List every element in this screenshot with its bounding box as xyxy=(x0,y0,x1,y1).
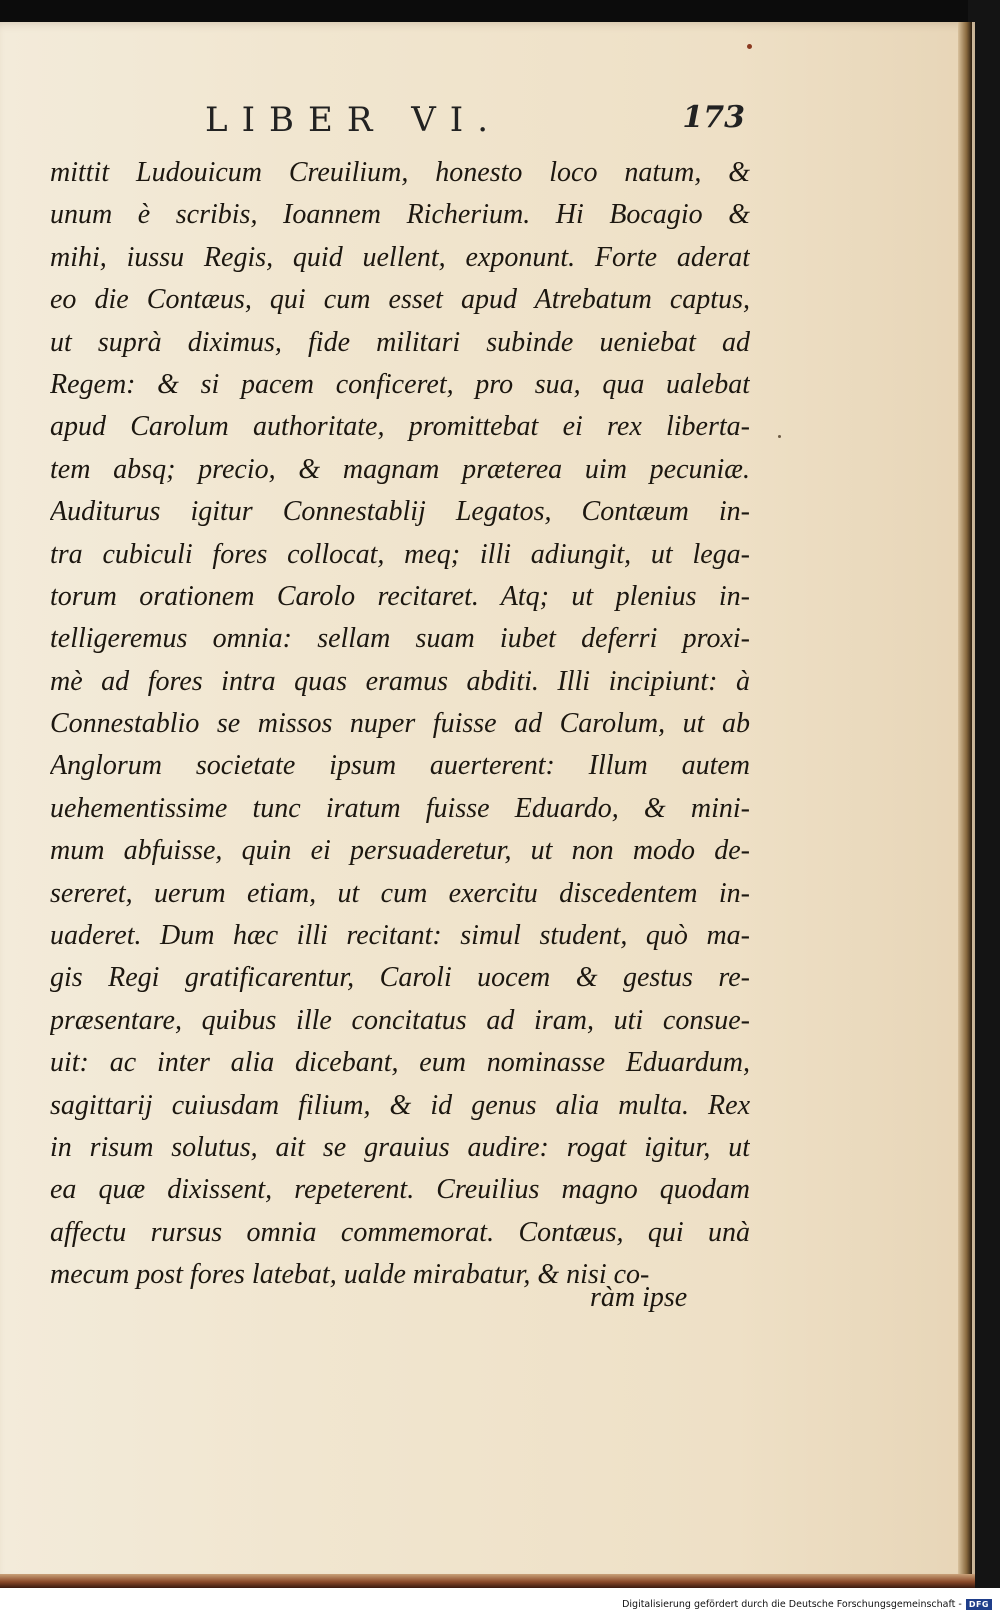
text-line: mihi, iussu Regis, quid uellent, exponunt. Forte aderat xyxy=(50,241,750,273)
text-line: in risum solutus, ait se grauius audire: rogat igitur, ut xyxy=(50,1131,750,1163)
text-line: tem absq; precio, & magnam præterea uim pecuniæ. xyxy=(50,453,750,485)
paper-speck xyxy=(747,44,752,49)
text-line: mittit Ludouicum Creuilium, honesto loco natum, & xyxy=(50,157,750,188)
text-line: gis Regi gratificarentur, Caroli uocem & gestus re- xyxy=(50,962,750,994)
running-title: LIBER VI. xyxy=(205,100,503,140)
text-line: mè ad fores intra quas eramus abditi. Illi incipiunt: à xyxy=(50,665,750,697)
text-line: unum è scribis, Ioannem Richerium. Hi Bocagio & xyxy=(50,199,750,231)
text-line: sereret, uerum etiam, ut cum exercitu discedentem in- xyxy=(50,877,750,909)
text-line: Auditurus igitur Connestablij Legatos, Contæum in- xyxy=(50,496,750,528)
scan-top-border xyxy=(0,0,1000,22)
text-line: apud Carolum authoritate, promittebat ei rex liberta- xyxy=(50,411,750,443)
text-line: eo die Contæus, qui cum esset apud Atrebatum captus, xyxy=(50,284,750,316)
text-line: præsentare, quibus ille concitatus ad iram, uti consue- xyxy=(50,1004,750,1036)
text-line: uit: ac inter alia dicebant, eum nominasse Eduardum, xyxy=(50,1047,750,1079)
text-line: sagittarij cuiusdam filium, & id genus alia multa. Rex xyxy=(50,1089,750,1121)
page-fold-shadow xyxy=(958,22,972,1582)
paper-speck xyxy=(778,435,781,438)
text-line: Connestablio se missos nuper fuisse ad Carolum, ut ab xyxy=(50,708,750,740)
text-line: Regem: & si pacem conficeret, pro sua, qua ualebat xyxy=(50,368,750,400)
text-line: torum orationem Carolo recitaret. Atq; ut plenius in- xyxy=(50,580,750,612)
text-line: Anglorum societate ipsum auerterent: Illum autem xyxy=(50,750,750,782)
body-text xyxy=(50,152,750,1297)
text-line: mecum post fores latebat, ualde mirabatur, & nisi co- xyxy=(50,1259,650,1291)
text-line: telligeremus omnia: sellam suam iubet deferri proxi- xyxy=(50,623,750,655)
text-line: uaderet. Dum hæc illi recitant: simul student, quò ma- xyxy=(50,920,750,952)
text-line: ea quæ dixissent, repeterent. Creuilius magno quodam xyxy=(50,1174,750,1206)
text-line: tra cubiculi fores collocat, meq; illi adiungit, ut lega- xyxy=(50,538,750,570)
credit-text: Digitalisierung gefördert durch die Deutsche Forschungsgemeinschaft - xyxy=(622,1599,962,1610)
text-line: uehementissime tunc iratum fuisse Eduardo, & mini- xyxy=(50,792,750,824)
page-number: 173 xyxy=(682,100,745,135)
dfg-logo: DFG xyxy=(966,1599,992,1610)
running-header xyxy=(205,100,745,144)
catchword: ràm ipse xyxy=(590,1282,688,1313)
page-bottom-edge xyxy=(0,1574,975,1588)
text-line: ut suprà diximus, fide militari subinde ueniebat ad xyxy=(50,326,750,358)
digitization-credit xyxy=(622,1599,992,1610)
text-line: mum abfuisse, quin ei persuaderetur, ut non modo de- xyxy=(50,835,750,867)
text-line: affectu rursus omnia commemorat. Contæus, qui unà xyxy=(50,1216,750,1248)
